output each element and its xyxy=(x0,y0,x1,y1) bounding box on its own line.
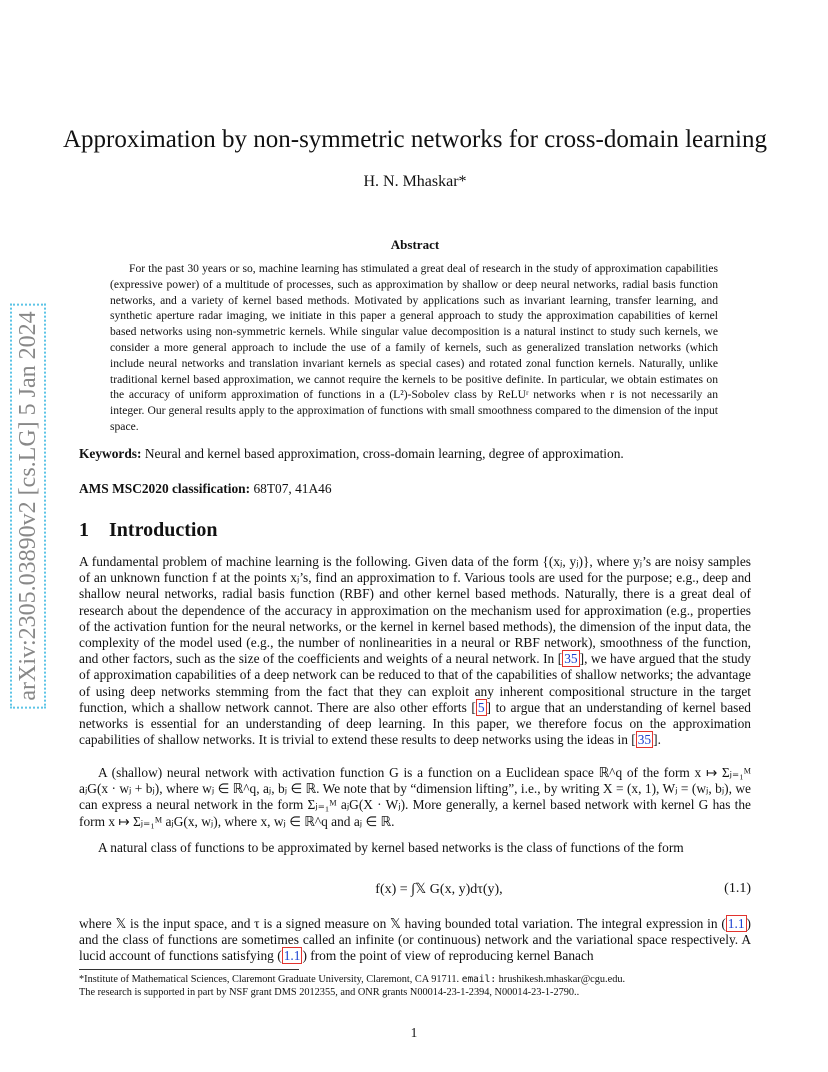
footnote-rule xyxy=(79,969,299,970)
keywords xyxy=(79,446,749,462)
citation-link[interactable]: 5 xyxy=(477,699,485,715)
text-run: to argue that an understanding of kernel based networks is essential for an understanding of deep learning. In this paper, we therefore focus on the approximation capabilities of shallow networks. It is trivial to extend these results to deep networks using the ideas in xyxy=(79,699,752,748)
section-number: 1 xyxy=(79,519,89,541)
text-run: and the class of functions are sometimes called an infinite (or continuous) network and the variational space respectively. A lucid account of functions satisfying xyxy=(79,932,751,964)
equation-link[interactable]: 1.1 xyxy=(283,948,301,964)
equation-number: (1.1) xyxy=(724,881,751,896)
text-run: . xyxy=(657,732,661,748)
text-run: A fundamental problem of machine learning is the following. Given data of the form {(xⱼ, yⱼ)}, where yⱼ’s are noisy samples of an unknown function f at the points xⱼ’s, find an approximation to f. Various tools are used for the purpose; e.g., deep and shallow neural networks, radial basis function (RBF) and other kernel based methods. Naturally, there is a great deal of research about the dependence of the accuracy in approximation on the mechanism used for approximation (e.g., properties of the activation funtion for the neural networks, or the kernel in kernel based methods), the dimension of the input data, the complexity of the model used (e.g., the number of nonlinearities in a neural or RBF network), smoothness of the function, and other factors, such as the size of the coefficients and weights of a neural network. In xyxy=(79,554,751,667)
citation-link[interactable]: 35 xyxy=(637,732,652,748)
footnote-funding: The research is supported in part by NSF grant DMS 2012355, and ONR grants N00014-23-1-2394, N00014-23-1-2790.. xyxy=(79,987,580,998)
intro-paragraph-4: where 𝕏 is the input space, and τ is a signed measure on 𝕏 having bounded total variation. The integral expression in ( 1.1 ) and the class of functions are sometimes called an infinite (or continuous) network and the variational space respectively. A lucid account of functions satisfying ( 1.1 ) from the point of view of reproducing kernel Banach xyxy=(79,916,751,964)
abstract-heading: Abstract xyxy=(390,237,440,252)
intro-paragraph-3: A natural class of functions to be approximated by kernel based networks is the class of functions of the form xyxy=(98,840,684,855)
footnote-affiliation: *Institute of Mathematical Sciences, Claremont Graduate University, Claremont, CA 91711. xyxy=(79,974,460,985)
equation-body: f(x) = ∫𝕏 G(x, y)dτ(y), xyxy=(375,882,503,897)
author: H. N. Mhaskar* xyxy=(363,173,467,190)
section-title: Introduction xyxy=(109,519,218,541)
intro-paragraph-2: A (shallow) neural network with activation function G is a function on a Euclidean space ℝ^q of the form x ↦ Σⱼ₌₁ᴹ aⱼG(x · wⱼ + bⱼ), where wⱼ ∈ ℝ^q, aⱼ, bⱼ ∈ ℝ. We note that by “dimension lifting”, i.e., by writing X = (x, 1), Wⱼ = (wⱼ, bⱼ), we can express a neural network in the form Σⱼ₌₁ᴹ aⱼG(X · Wⱼ). More generally, a kernel based network with kernel G has the form x ↦ Σⱼ₌₁ᴹ aⱼG(x, wⱼ), where x, wⱼ ∈ ℝ^q and aⱼ ∈ ℝ. xyxy=(79,765,751,829)
abstract-text: For the past 30 years or so, machine learning has stimulated a great deal of research in the study of approximation capabilities (expressive power) of a multitude of processes, such as approximation by shallow or deep neural networks, radial basis function networks, and a variety of kernel based methods. Motivated by applications such as invariant learning, transfer learning, and synthetic aperture radar imaging, we initiate in this paper a general approach to study the approximation capabilities of kernel based networks using non-symmetric kernels. While singular value decomposition is a natural instinct to study such kernels, we consider a more general approach to include the use of a family of kernels, such as generalized translation networks (which include neural networks and translation invariant kernels as special cases) and rotated zonal function kernels. Naturally, unlike traditional kernel based approximation, we cannot require the kernels to be positive definite. In particular, we obtain estimates on the accuracy of uniform approximation of functions in a (L²)-Sobolev class by ReLUʳ networks when r is not necessarily an integer. Our general results apply to the approximation of functions with small smoothness compared to the dimension of the input space. xyxy=(110,262,718,433)
arxiv-identifier[interactable]: arXiv:2305.03890v2 [cs.LG] 5 Jan 2024 xyxy=(10,303,46,708)
text-run: , we have argued that the study of approximation capabilities of a deep network can be reduced to that of the capabilities of shallow networks; the advantage of using deep networks stemming from the fact that they can exploit any inherent compositional structure in the target function, which a shallow network cannot. There are also other efforts xyxy=(79,651,751,715)
equation-1-1 xyxy=(79,873,751,909)
keywords-label: Keywords: xyxy=(79,446,142,461)
msc-classification xyxy=(79,481,749,497)
page-number: 1 xyxy=(410,1025,418,1040)
section-heading xyxy=(79,519,218,542)
equation-link[interactable]: 1.1 xyxy=(727,916,745,931)
msc-label: AMS MSC2020 classification: xyxy=(79,481,251,496)
footnote-email[interactable]: hrushikesh.mhaskar@cgu.edu. xyxy=(498,974,626,985)
text-run: where 𝕏 is the input space, and τ is a signed measure on 𝕏 having bounded total variation. The integral expression in xyxy=(79,916,722,931)
text-run: from the point of view of reproducing kernel Banach xyxy=(306,948,594,964)
footnote xyxy=(79,973,769,999)
msc-text: 68T07, 41A46 xyxy=(253,481,332,496)
keywords-text: Neural and kernel based approximation, cross-domain learning, degree of approximation. xyxy=(144,446,624,461)
footnote-email-label: email: xyxy=(461,974,497,985)
arxiv-sidebar xyxy=(8,262,48,750)
intro-paragraph-1: A fundamental problem of machine learning is the following. Given data of the form {(xⱼ, yⱼ)}, where yⱼ’s are noisy samples of an unknown function f at the points xⱼ’s, find an approximation to f. Various tools are used for the purpose; e.g., deep and shallow neural networks, radial basis function (RBF) and other kernel based methods. Naturally, there is a great deal of research about the dependence of the accuracy in approximation on the mechanism used for approximation (e.g., properties of the activation funtion for the neural networks, or the kernel in kernel based methods), the dimension of the input data, the complexity of the model used (e.g., the number of nonlinearities in a neural or RBF network), smoothness of the function, and other factors, such as the size of the coefficients and weights of a neural network. In [ 35 ], we have argued that the study of approximation capabilities of a deep network can be reduced to that of the capabilities of shallow networks; the advantage of using deep networks stemming from the fact that they can exploit any inherent compositional structure in the target function, which a shallow network cannot. There are also other efforts [ 5 ] to argue that an understanding of kernel based networks is essential for an understanding of deep learning. In this paper, we therefore focus on the approximation capabilities of shallow networks. It is trivial to extend these results to deep networks using the ideas in [ 35 ]. xyxy=(79,554,752,748)
citation-link[interactable]: 35 xyxy=(564,651,578,667)
paper-title: Approximation by non-symmetric networks for cross-domain learning xyxy=(62,126,768,153)
